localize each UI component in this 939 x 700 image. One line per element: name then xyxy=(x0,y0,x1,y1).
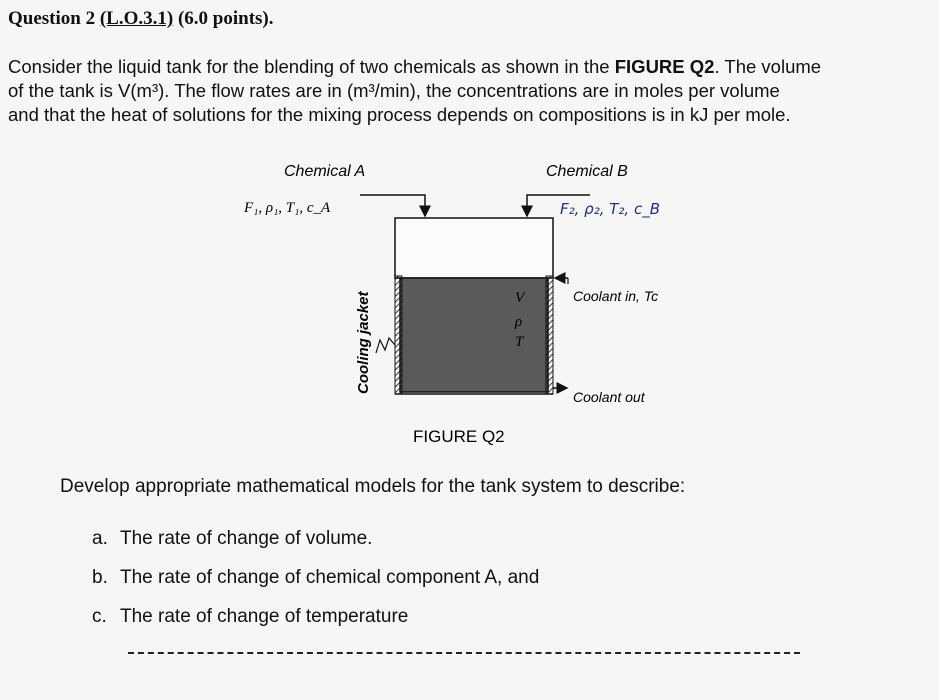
intro-text: Consider the liquid tank for the blending of two chemicals as shown in the xyxy=(8,56,615,77)
inlet-a-label: F₁, ρ₁, T₁, c_A xyxy=(244,200,331,216)
question-header xyxy=(8,8,274,30)
task-instruction: Develop appropriate mathematical models for the tank system to describe: xyxy=(60,476,686,497)
item-text: The rate of change of chemical component A, and xyxy=(120,567,540,588)
inlet-a-pipe xyxy=(360,195,425,216)
dashed-divider xyxy=(128,652,800,654)
tank-liquid xyxy=(400,278,548,392)
tank-top xyxy=(395,218,553,278)
item-label: a. xyxy=(92,528,108,549)
intro-text: . The volume xyxy=(714,56,822,77)
intro-line-2: of the tank is V(m³). The flow rates are in (m³/min), the concentrations are in moles per volume xyxy=(8,80,780,101)
cooling-jacket-right xyxy=(546,276,553,394)
coolant-out-label: Coolant out xyxy=(573,389,645,405)
figure-ref: FIGURE Q2 xyxy=(614,56,715,77)
tank-volume-label: V xyxy=(515,290,525,306)
jacket-leader xyxy=(376,338,395,353)
task-item xyxy=(92,606,408,628)
cooling-jacket-left xyxy=(395,276,402,394)
item-text: The rate of change of volume. xyxy=(120,528,373,549)
item-label: c. xyxy=(92,606,107,627)
item-text: The rate of change of temperature xyxy=(120,606,409,627)
question-ref: (L.O.3.1) xyxy=(99,8,174,29)
question-number: Question 2 xyxy=(8,8,96,29)
inlet-b-label: F₂, ρ₂, T₂, c_B xyxy=(560,200,660,218)
task-item xyxy=(92,528,372,550)
tank-density-label: ρ xyxy=(515,314,523,330)
tank-temperature-label: T xyxy=(515,334,524,350)
chemical-a-label: Chemical A xyxy=(284,163,366,180)
task-item xyxy=(92,567,539,589)
chemical-b-label: Chemical B xyxy=(546,163,628,180)
figure-q2 xyxy=(230,150,710,450)
item-label: b. xyxy=(92,567,108,588)
figure-caption: FIGURE Q2 xyxy=(413,427,505,446)
coolant-in-label: Coolant in, Tc xyxy=(573,288,659,304)
intro-line-3: and that the heat of solutions for the mixing process depends on compositions is in kJ per mole. xyxy=(8,104,791,125)
intro-line-1 xyxy=(8,56,821,78)
cooling-jacket-label: Cooling jacket xyxy=(355,291,372,394)
question-points: (6.0 points). xyxy=(177,8,274,29)
